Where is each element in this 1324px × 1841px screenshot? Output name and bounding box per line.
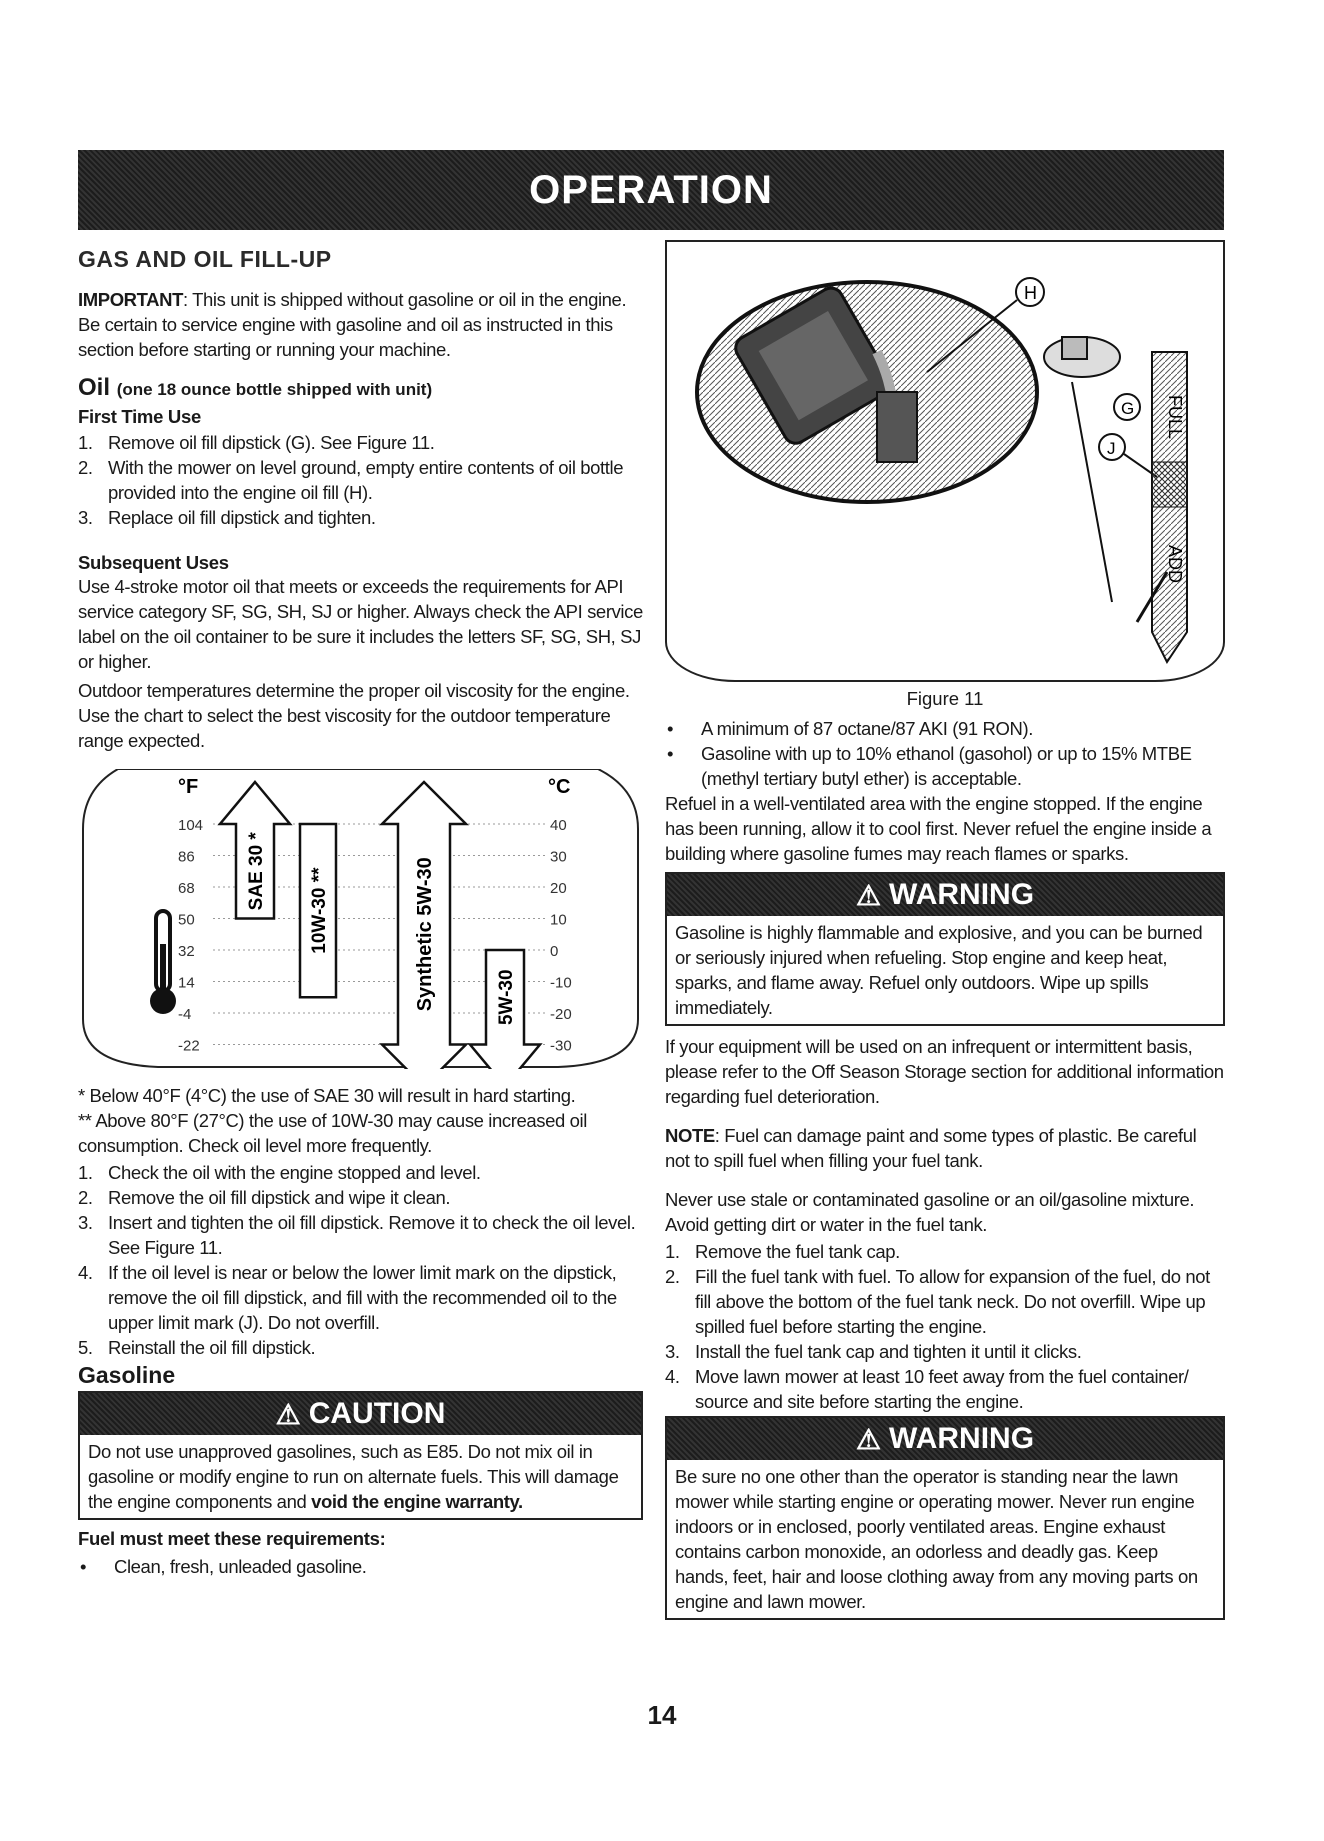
- callout-g-label: G: [1121, 399, 1135, 418]
- list-item: 4. Move lawn mower at least 10 feet away from the fuel container/ source and site before starting the engine.: [665, 1366, 1189, 1412]
- tick-label-f: -4: [178, 1006, 192, 1023]
- tick-label-c: -20: [550, 1006, 572, 1023]
- tick-label-f: 104: [178, 817, 204, 834]
- list-item: 3. Replace oil fill dipstick and tighten.: [78, 507, 376, 528]
- oil-heading-note: (one 18 ounce bottle shipped with unit): [116, 380, 433, 399]
- tick-label-f: 68: [178, 880, 195, 897]
- footnote-10w30: ** Above 80°F (27°C) the use of 10W-30 may cause increased oil consumption. Check oil level more frequently.: [78, 1110, 587, 1156]
- list-item: 1. Remove oil fill dipstick (G). See Figure 11.: [78, 432, 435, 453]
- important-label: IMPORTANT: [78, 289, 183, 310]
- caution-box: [78, 1391, 643, 1520]
- tick-label-f: -22: [178, 1037, 200, 1055]
- tick-label-f: 86: [178, 848, 195, 866]
- caution-label: CAUTION: [308, 1397, 446, 1430]
- chart-svg: [78, 769, 643, 1069]
- warning-triangle-icon: ⚠: [855, 879, 882, 911]
- note-text: : Fuel can damage paint and some types of plastic. Be careful not to spill fuel when filling your fuel tank.: [665, 1125, 1197, 1171]
- page-number: 14: [647, 1700, 677, 1730]
- footnote-sae30: * Below 40°F (4°C) the use of SAE 30 will result in hard starting.: [78, 1085, 576, 1106]
- important-paragraph: [78, 287, 643, 362]
- note-label: NOTE: [665, 1125, 715, 1146]
- tick-label-c: 40: [550, 817, 567, 834]
- infrequent-text: If your equipment will be used on an infrequent or intermittent basis, please refer to the Off Season Storage section for additional information regarding fuel deterioration.: [665, 1036, 1224, 1107]
- tick-label-f: 50: [178, 911, 195, 929]
- warning1-text: Gasoline is highly flammable and explosive, and you can be burned or seriously injured when refueling. Stop engine and keep heat, sparks, and flame away. Refuel only outdoors. Wipe up spills immediately.: [675, 922, 1203, 1018]
- oil-range-label: 10W-30 **: [309, 867, 330, 954]
- list-item: 5. Reinstall the oil fill dipstick.: [78, 1337, 316, 1358]
- callout-h-label: H: [1024, 283, 1037, 303]
- thermometer-icon: [150, 911, 176, 1014]
- warning-box-1: [665, 872, 1225, 1026]
- subsequent-title: Subsequent Uses: [78, 552, 229, 573]
- list-item: 1. Remove the fuel tank cap.: [665, 1241, 900, 1262]
- tick-label-c: 10: [550, 911, 567, 929]
- warning-box-2: [665, 1416, 1225, 1620]
- warning-triangle-icon: ⚠: [275, 1398, 301, 1430]
- dipstick-add-label: ADD: [1165, 545, 1185, 584]
- list-item: • Gasoline with up to 10% ethanol (gasohol) or up to 15% MTBE (methyl tertiary butyl ether) is acceptable.: [667, 743, 1192, 789]
- caution-bold-text: void the engine warranty.: [311, 1491, 523, 1512]
- note-paragraph: [665, 1123, 1225, 1173]
- figure-illustration: [667, 242, 1223, 678]
- oil-heading-label: Oil: [78, 374, 111, 401]
- tick-label-f: 14: [178, 974, 195, 992]
- fuel-reqs-right: [665, 716, 1225, 791]
- right-column: [665, 240, 1225, 1620]
- tick-label-c: -30: [550, 1037, 572, 1055]
- outdoor-text: Outdoor temperatures determine the proper oil viscosity for the engine. Use the chart to select the best viscosity for the outdoor temperature range expected.: [78, 680, 630, 751]
- list-item: 2. Fill the fuel tank with fuel. To allow for expansion of the fuel, do not fill above the bottom of the fuel tank neck. Do not overfill. Wipe up spilled fuel before starting the engine.: [665, 1266, 1210, 1337]
- gasoline-heading: Gasoline: [78, 1362, 176, 1388]
- list-item: 4. If the oil level is near or below the lower limit mark on the dipstick, remove the oil fill dipstick, and fill with the recommended oil to the upper limit mark (J). Do not overfill.: [78, 1262, 617, 1333]
- never-text: Never use stale or contaminated gasoline or an oil/gasoline mixture. Avoid getting dirt or water in the fuel tank.: [665, 1189, 1195, 1235]
- first-time-title: First Time Use: [78, 406, 201, 427]
- refuel-text: Refuel in a well-ventilated area with the engine stopped. If the engine has been running, allow it to cool first. Never refuel the engine inside a building where gasoline fumes may reach flames or sparks.: [665, 793, 1212, 864]
- oil-viscosity-chart: [78, 769, 643, 1069]
- oil-fill-neck: [877, 392, 917, 462]
- warning-label: WARNING: [889, 878, 1035, 911]
- warning-bar-1: [667, 874, 1223, 916]
- list-item: • A minimum of 87 octane/87 AKI (91 RON).: [667, 718, 1033, 739]
- oil-range-label: 5W-30: [496, 969, 517, 1026]
- list-item: 3. Install the fuel tank cap and tighten it until it clicks.: [665, 1341, 1082, 1362]
- tick-label-c: -10: [550, 974, 572, 992]
- tick-label-c: 30: [550, 848, 567, 866]
- warning2-text: Be sure no one other than the operator is standing near the lawn mower while starting engine or operating mower. Never run engine indoors or in enclosed, poorly ventilated areas. Engine exhaust contains carbon monoxide, an odorless and deadly gas. Keep hands, feet, hair and loose clothing away from any moving parts on engine and lawn mower.: [675, 1466, 1198, 1612]
- list-item: • Clean, fresh, unleaded gasoline.: [80, 1556, 367, 1577]
- warning-bar-2: [667, 1418, 1223, 1460]
- list-item: 3. Insert and tighten the oil fill dipstick. Remove it to check the oil level. See Figure 11.: [78, 1212, 636, 1258]
- warning-label: WARNING: [889, 1422, 1035, 1455]
- section-banner: [78, 150, 1224, 230]
- oil-range-label: Synthetic 5W-30: [414, 857, 436, 1012]
- caution-text: Do not use unapproved gasolines, such as E85. Do not mix oil in gasoline or modify engine to run on alternate fuels. This will damage the engine components and void the engine warranty.: [88, 1441, 619, 1512]
- tick-label-f: 32: [178, 943, 195, 960]
- callout-j-label: J: [1107, 439, 1116, 458]
- left-column: [78, 240, 643, 1579]
- first-time-steps: [78, 430, 643, 530]
- oil-range-label: SAE 30 *: [246, 832, 267, 911]
- check-oil-steps: [78, 1160, 643, 1360]
- fahrenheit-unit: °F: [178, 776, 199, 798]
- section-title: GAS AND OIL FILL-UP: [78, 246, 332, 272]
- dipstick-full-label: FULL: [1165, 395, 1185, 440]
- fuel-steps: [665, 1239, 1225, 1414]
- fuel-req-title: Fuel must meet these requirements:: [78, 1528, 386, 1549]
- tick-label-c: 0: [550, 943, 559, 960]
- fuel-reqs-left: [78, 1554, 643, 1579]
- figure-caption: Figure 11: [906, 688, 984, 709]
- banner-title: OPERATION: [529, 167, 773, 212]
- oil-heading: [78, 374, 643, 402]
- warning-triangle-icon: ⚠: [855, 1423, 882, 1455]
- subsequent-text: Use 4-stroke motor oil that meets or exceeds the requirements for API service category SF, SG, SH, SJ or higher. Always check the API service label on the oil container to be sure it includes the letters SF, SG, SH, SJ or higher.: [78, 576, 643, 672]
- celsius-unit: °C: [548, 776, 571, 798]
- list-item: 2. Remove the oil fill dipstick and wipe it clean.: [78, 1187, 451, 1208]
- tick-label-c: 20: [550, 880, 567, 897]
- caution-bar: [80, 1393, 641, 1435]
- important-text: : This unit is shipped without gasoline or oil in the engine. Be certain to service engine with gasoline and oil as instructed in this section before starting or running your machine.: [78, 289, 627, 360]
- list-item: 2. With the mower on level ground, empty entire contents of oil bottle provided into the engine oil fill (H).: [78, 457, 624, 503]
- figure-11: [665, 240, 1225, 682]
- list-item: 1. Check the oil with the engine stopped and level.: [78, 1162, 481, 1183]
